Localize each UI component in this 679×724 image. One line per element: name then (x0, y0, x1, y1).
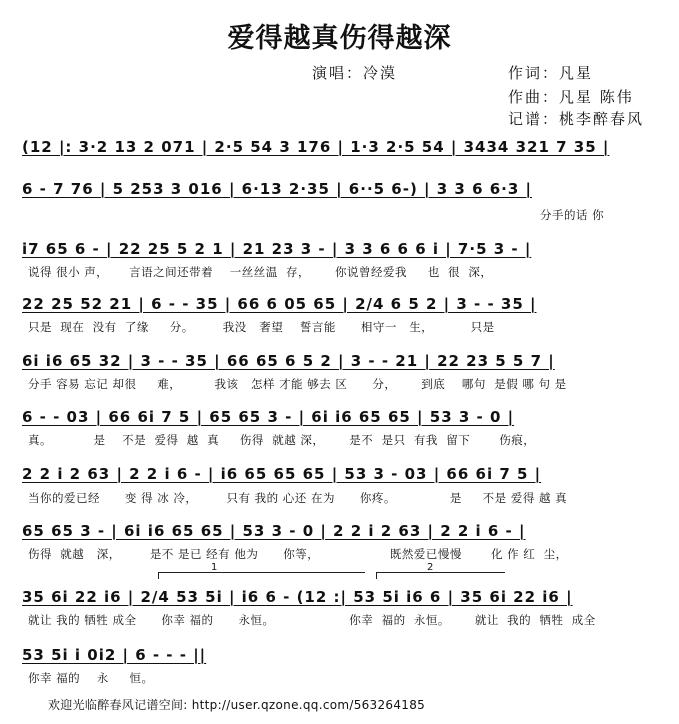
volta-bracket-1 (158, 562, 365, 579)
lyric-line-2: 分手的话 你 (540, 208, 605, 222)
lyric-line-9: 就让 我的 牺牲 成全 你幸 福的 永恒。 你幸 福的 永恒。 就让 我的 牺牲 成全 (28, 613, 596, 627)
lyric-line-3: 说得 很小 声， 言语之间还带着 一丝丝温 存， 你说曾经爱我 也 很 深， (28, 265, 493, 279)
score-line-5: 6i i6 65 32 | 3 - - 35 | 66 65 6 5 2 | 3 - - 21 | 22 23 5 5 7 | (22, 352, 555, 370)
singer-credit: 演唱：冷漠 (312, 64, 398, 82)
score-line-10: 53 5i i 0i2 | 6 - - - || (22, 646, 207, 664)
score-line-1: (12 |: 3·2 13 2 071 | 2·5 54 3 176 | 1·3 2·5 54 | 3434 321 7 35 | (22, 138, 610, 156)
composer-credit: 作曲：凡星 陈伟 (508, 88, 634, 106)
lyric-line-5: 分手 容易 忘记 却很 难， 我该 怎样 才能 够去 区 分， 到底 哪句 是假 哪 句 是 (28, 377, 567, 391)
volta-number-2: 2 (427, 562, 434, 573)
score-line-2: 6 - 7 76 | 5 253 3 016 | 6·13 2·35 | 6··5 6-) | 3 3 6 6·3 | (22, 180, 532, 198)
score-line-7: 2 2 i 2 63 | 2 2 i 6 - | i6 65 65 65 | 53 3 - 03 | 66 6i 7 5 | (22, 465, 542, 483)
transcriber-credit: 记谱：桃李醉春风 (508, 110, 645, 128)
score-line-9: 35 6i 22 i6 | 2/4 53 5i | i6 6 - (12 :| 53 5i i6 6 | 35 6i 22 i6 | (22, 588, 573, 606)
volta-bracket-2 (376, 562, 505, 579)
lyric-line-7: 当你的爱已经 变 得 冰 冷， 只有 我的 心还 在为 你疼。 是 不是 爱得 越 真 (28, 491, 568, 505)
score-line-8: 65 65 3 - | 6i i6 65 65 | 53 3 - 0 | 2 2 i 2 63 | 2 2 i 6 - | (22, 522, 526, 540)
volta-number-1: 1 (211, 562, 218, 573)
score-line-3: i7 65 6 - | 22 25 5 2 1 | 21 23 3 - | 3 3 6 6 6 i | 7·5 3 - | (22, 240, 532, 258)
score-line-6: 6 - - 03 | 66 6i 7 5 | 65 65 3 - | 6i i6 65 65 | 53 3 - 0 | (22, 408, 515, 426)
lyricist-credit: 作词：凡星 (508, 64, 594, 82)
score-line-4: 22 25 52 21 | 6 - - 35 | 66 6 05 65 | 2/4 6 5 2 | 3 - - 35 | (22, 295, 537, 313)
song-title: 爱得越真伤得越深 (227, 23, 452, 54)
lyric-line-10: 你幸 福的 永 恒。 (28, 671, 154, 685)
lyric-line-4: 只是 现在 没有 了缘 分。 我没 奢望 誓言能 相守一 生， 只是 (28, 320, 495, 334)
lyric-line-6: 真。 是 不是 爱得 越 真 伤得 就越 深， 是不 是只 有我 留下 伤痕， (28, 433, 536, 447)
lyric-line-8: 伤得 就越 深， 是不 是已 经有 他为 你等， 既然爱已慢慢 化 作 红 尘， (28, 547, 568, 561)
footer-note: 欢迎光临醉春风记谱空间: http://user.qzone.qq.com/563264185 (48, 698, 426, 712)
